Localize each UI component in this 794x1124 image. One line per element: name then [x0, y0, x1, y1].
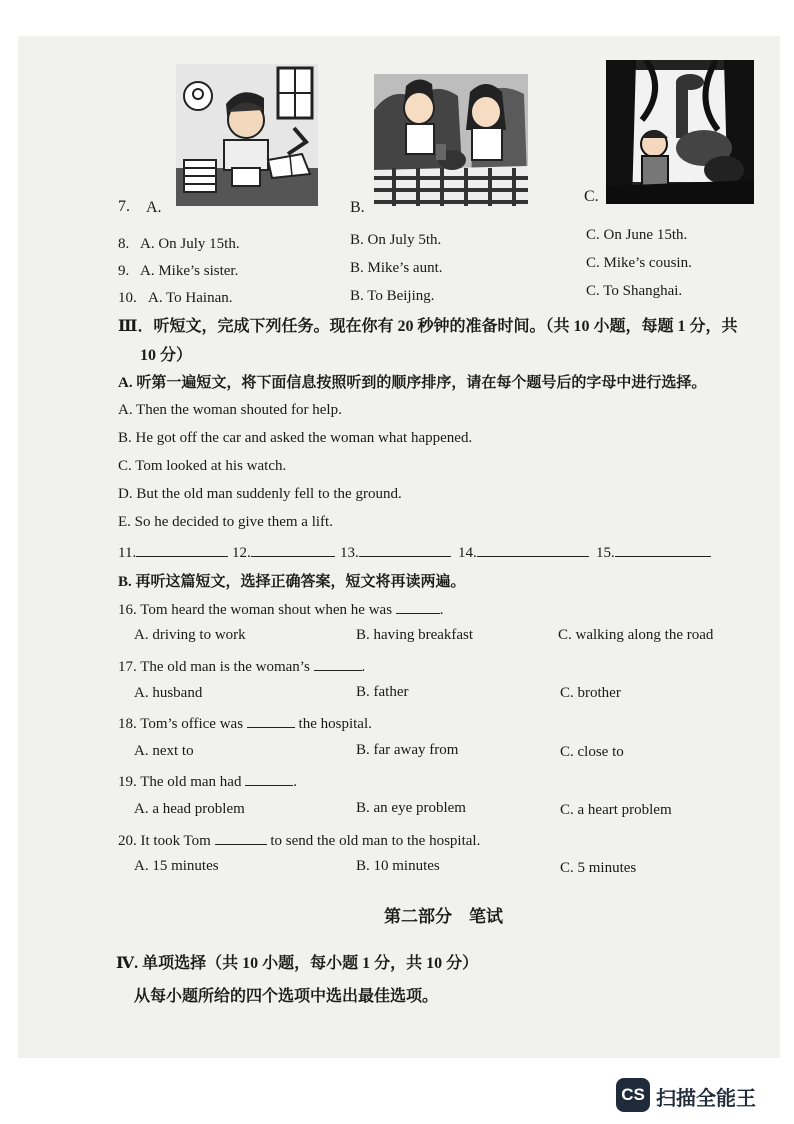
picture-c-zoo	[606, 60, 754, 204]
q20-option-b: B. 10 minutes	[356, 858, 440, 874]
picture-b-picnic	[374, 74, 528, 206]
blank-label: 11.	[118, 545, 137, 561]
blank-11[interactable]	[118, 542, 228, 562]
q7-option-a: A.	[146, 199, 162, 216]
event-item: D. But the old man suddenly fell to the ground.	[118, 486, 402, 502]
q18-option-c: C. close to	[560, 744, 624, 760]
section4-title: Ⅳ. 单项选择（共 10 小题，每小题 1 分，共 10 分）	[116, 955, 479, 972]
question-20-stem: 20. It took Tom to send the old man to the hospital.	[118, 830, 480, 850]
question-17-stem: 17. The old man is the woman’s .	[118, 656, 365, 676]
q7-option-c: C.	[584, 188, 599, 205]
q10-option-a: A. To Hainan.	[148, 290, 233, 306]
camscanner-logo: CS	[616, 1078, 650, 1112]
event-item: E. So he decided to give them a lift.	[118, 514, 333, 530]
camscanner-app-name: 扫描全能王	[656, 1086, 756, 1110]
blank-label: 15.	[596, 545, 615, 561]
blank-14[interactable]	[458, 542, 589, 562]
blank-15[interactable]	[596, 542, 711, 562]
picture-a-boy-studying	[176, 64, 318, 206]
q16-option-a: A. driving to work	[134, 627, 246, 643]
q20-option-a: A. 15 minutes	[134, 858, 219, 874]
q9-option-b: B. Mike’s aunt.	[350, 260, 443, 276]
q19-option-a: A. a head problem	[134, 801, 245, 817]
q10-number: 10.	[118, 290, 137, 306]
blank-label: 12.	[232, 545, 251, 561]
q19-option-c: C. a heart problem	[560, 802, 672, 818]
q18-option-b: B. far away from	[356, 742, 459, 758]
question-18-stem: 18. Tom’s office was the hospital.	[118, 713, 372, 733]
q20-option-c: C. 5 minutes	[560, 860, 637, 876]
question-16-stem: 16. Tom heard the woman shout when he was .	[118, 599, 444, 619]
q10-option-b: B. To Beijing.	[350, 288, 435, 304]
event-item: B. He got off the car and asked the woman what happened.	[118, 430, 473, 446]
blank-label: 13.	[340, 545, 359, 561]
q9-number: 9.	[118, 263, 130, 279]
q9-option-c: C. Mike’s cousin.	[586, 255, 692, 271]
q10-option-c: C. To Shanghai.	[586, 283, 683, 299]
blank-12[interactable]	[232, 542, 335, 562]
blank-13[interactable]	[340, 542, 451, 562]
q16-option-c: C. walking along the road	[558, 627, 714, 643]
section3-title-line1: Ⅲ．听短文，完成下列任务。现在你有 20 秒钟的准备时间。（共 10 小题，每题 1 分，共	[118, 318, 738, 335]
q7-option-b: B.	[350, 199, 365, 216]
q8-number: 8.	[118, 236, 130, 252]
event-item: A. Then the woman shouted for help.	[118, 402, 342, 418]
section3-title-line2: 10 分）	[140, 347, 193, 364]
part-a-title: A. 听第一遍短文，将下面信息按照听到的顺序排序，请在每个题号后的字母中进行选择。	[118, 375, 707, 391]
q16-option-b: B. having breakfast	[356, 627, 474, 643]
question-19-stem: 19. The old man had .	[118, 771, 297, 791]
q7-number: 7.	[118, 198, 130, 215]
section4-instruction: 从每小题所给的四个选项中选出最佳选项。	[134, 988, 439, 1005]
q19-option-b: B. an eye problem	[356, 800, 466, 816]
q8-option-c: C. On June 15th.	[586, 227, 688, 243]
q8-option-b: B. On July 5th.	[350, 232, 442, 248]
blank-label: 14.	[458, 545, 477, 561]
part-b-title: B. 再听这篇短文，选择正确答案，短文将再读两遍。	[118, 574, 466, 590]
q17-option-c: C. brother	[560, 685, 621, 701]
q17-option-b: B. father	[356, 684, 409, 700]
part2-title: 第二部分 笔试	[384, 907, 503, 926]
q18-option-a: A. next to	[134, 743, 194, 759]
q17-option-a: A. husband	[134, 685, 203, 701]
event-item: C. Tom looked at his watch.	[118, 458, 287, 474]
q8-option-a: A. On July 15th.	[140, 236, 240, 252]
q9-option-a: A. Mike’s sister.	[140, 263, 239, 279]
